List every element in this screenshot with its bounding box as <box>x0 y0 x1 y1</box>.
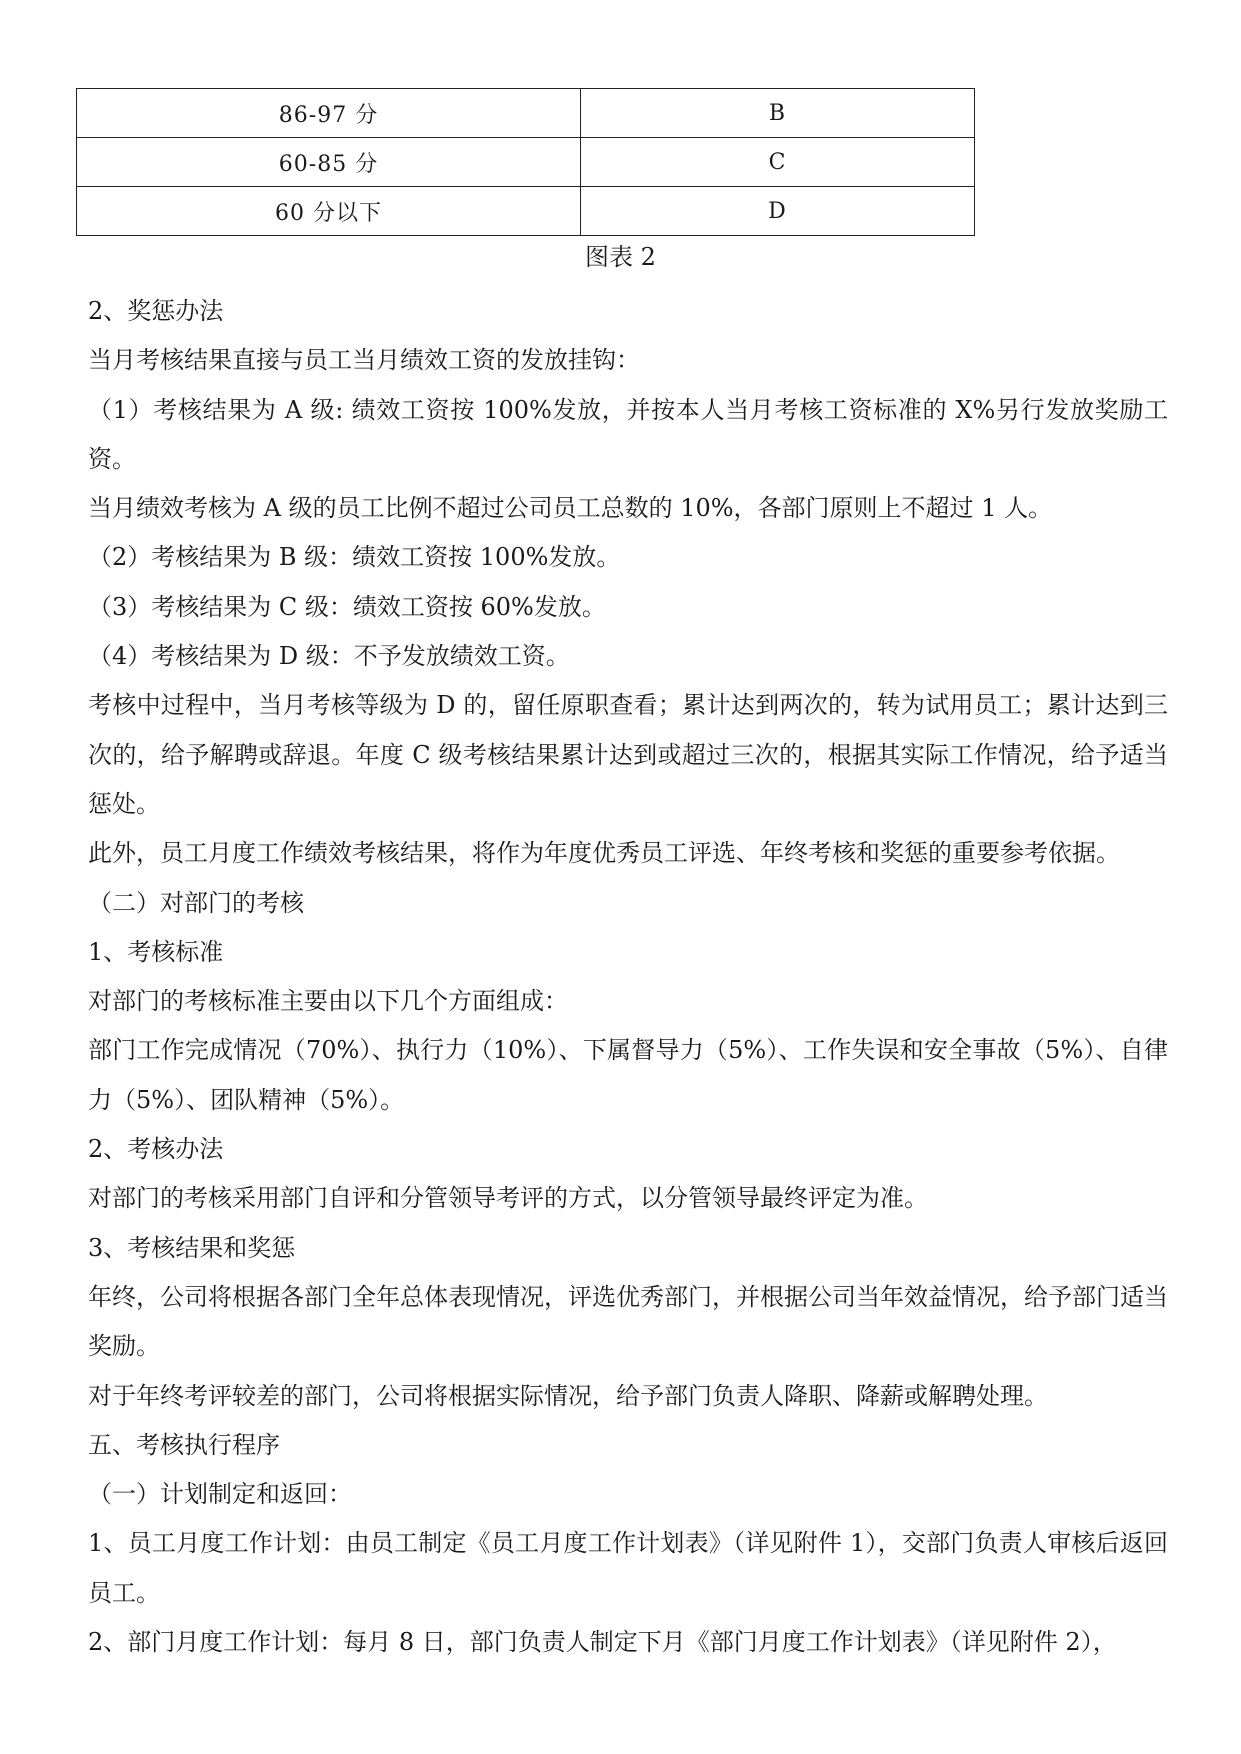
subsection-heading: 1、考核标准 <box>88 937 224 966</box>
grade-cell: D <box>581 187 975 236</box>
grade-table <box>76 88 975 236</box>
grade-cell: B <box>581 89 975 138</box>
subsection-heading: 3、考核结果和奖惩 <box>88 1233 296 1262</box>
subsection-heading: （一）计划制定和返回： <box>88 1480 352 1509</box>
paragraph: 考核中过程中，当月考核等级为 D 的，留任原职查看；累计达到两次的，转为试用员工；累计达到三次的，给予解聘或辞退。年度 C 级考核结果累计达到或超过三次的，根据其实际工作情况，给予适当惩处。 <box>88 691 1168 818</box>
score-range-cell: 86-97 分 <box>77 89 581 138</box>
table-row <box>77 138 975 187</box>
table-caption: 图表 2 <box>585 243 656 271</box>
paragraph: 对部门的考核采用部门自评和分管领导考评的方式，以分管领导最终评定为准。 <box>88 1184 928 1213</box>
grade-cell: C <box>581 138 975 187</box>
paragraph: 对于年终考评较差的部门，公司将根据实际情况，给予部门负责人降职、降薪或解聘处理。 <box>88 1381 1048 1410</box>
body-text <box>88 287 1168 1667</box>
paragraph: 部门工作完成情况（70%）、执行力（10%）、下属督导力（5%）、工作失误和安全事故（5%）、自律力（5%）、团队精神（5%）。 <box>88 1036 1168 1114</box>
list-item: 1、员工月度工作计划：由员工制定《员工月度工作计划表》（详见附件 1），交部门负责人审核后返回员工。 <box>88 1529 1168 1607</box>
paragraph: 对部门的考核标准主要由以下几个方面组成： <box>88 987 568 1016</box>
list-item: （3）考核结果为 C 级：绩效工资按 60%发放。 <box>88 592 606 621</box>
paragraph: 此外，员工月度工作绩效考核结果，将作为年度优秀员工评选、年终考核和奖惩的重要参考依据。 <box>88 839 1120 868</box>
section-heading-department: （二）对部门的考核 <box>88 888 304 917</box>
list-item: （1）考核结果为 A 级: 绩效工资按 100%发放，并按本人当月考核工资标准的 X%另行发放奖励工资。 <box>88 395 1168 473</box>
table-row <box>77 187 975 236</box>
paragraph: 年终，公司将根据各部门全年总体表现情况，评选优秀部门，并根据公司当年效益情况，给予部门适当奖励。 <box>88 1282 1168 1361</box>
list-item: （4）考核结果为 D 级：不予发放绩效工资。 <box>88 642 570 671</box>
subsection-heading: 2、考核办法 <box>88 1135 224 1164</box>
section-heading-rewards: 2、奖惩办法 <box>88 297 224 325</box>
list-item: 2、部门月度工作计划：每月 8 日，部门负责人制定下月《部门月度工作计划表》（详见附件 2）， <box>88 1628 1117 1657</box>
paragraph: 当月绩效考核为 A 级的员工比例不超过公司员工总数的 10%，各部门原则上不超过 1 人。 <box>88 494 1053 523</box>
score-range-cell: 60-85 分 <box>77 138 581 187</box>
score-range-cell: 60 分以下 <box>77 187 581 236</box>
table-row <box>77 89 975 138</box>
list-item: （2）考核结果为 B 级：绩效工资按 100%发放。 <box>88 543 621 572</box>
section-heading-procedure: 五、考核执行程序 <box>88 1430 280 1459</box>
paragraph: 当月考核结果直接与员工当月绩效工资的发放挂钩： <box>88 346 640 375</box>
